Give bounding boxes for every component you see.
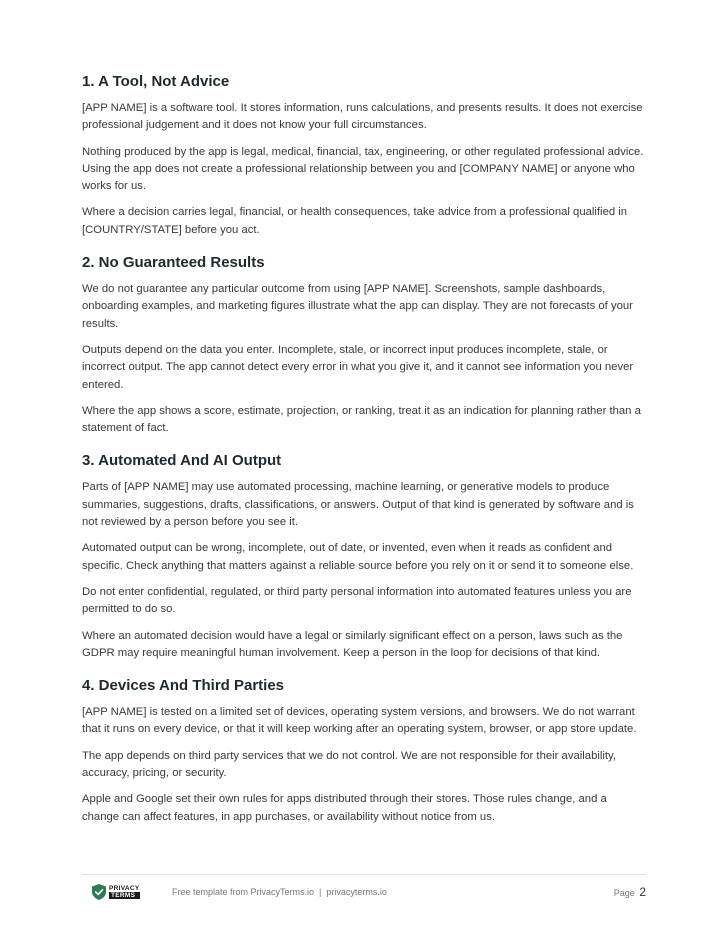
paragraph: [APP NAME] is tested on a limited set of devices, operating system versions, and browsers. We do not warrant that it runs on every device, or that it will keep working after an operating system, browser, or app store update. [82, 706, 637, 736]
footer-site-link[interactable]: privacyterms.io [326, 887, 387, 897]
section-tool-not-advice [82, 72, 646, 239]
logo-text-terms: TERMS [109, 892, 140, 899]
shield-check-icon [92, 884, 106, 900]
paragraph: Automated output can be wrong, incomplete, out of date, or invented, even when it reads as confident and specific. Check anything that matters against a reliable source before you rely on it or send it to someone else. [82, 542, 634, 572]
page-number-value: 2 [639, 885, 646, 899]
paragraph: [APP NAME] is a software tool. It stores information, runs calculations, and presents results. It does not exercise professional judgement and it does not know your full circumstances. [82, 102, 643, 132]
privacyterms-logo [92, 884, 162, 900]
paragraph: Where the app shows a score, estimate, projection, or ranking, treat it as an indication for planning rather than a statement of fact. [82, 404, 641, 435]
paragraph: We do not guarantee any particular outcome from using [APP NAME]. Screenshots, sample dashboards, onboarding examples, and marketing figures illustrate what the app can display. They are not forecasts of your results. [82, 283, 633, 330]
section-heading: 1. A Tool, Not Advice [82, 73, 230, 90]
section-automated-ai-output [82, 451, 646, 662]
footer-template-text: Free template from PrivacyTerms.io [172, 887, 315, 897]
section-heading: 4. Devices And Third Parties [82, 677, 285, 695]
section-devices-third-parties [82, 676, 646, 826]
paragraph: The app depends on third party services that we do not control. We are not responsible for their availability, accuracy, pricing, or security. [82, 749, 616, 780]
paragraph: Outputs depend on the data you enter. Incomplete, stale, or incorrect input produces incomplete, stale, or incorrect output. The app cannot detect every error in what you give it, and it cannot see information you never entered. [82, 343, 634, 391]
section-heading: 3. Automated And AI Output [82, 452, 282, 470]
section-no-guaranteed-results [82, 253, 646, 437]
paragraph: Do not enter confidential, regulated, or third party personal information into automated features unless you are permitted to do so. [82, 585, 632, 616]
paragraph: Apple and Google set their own rules for apps distributed through their stores. Those rules change, and a change can affect features, in app purchases, or availability without notice from us. [82, 793, 607, 823]
page-number [614, 885, 646, 899]
section-heading: 2. No Guaranteed Results [82, 254, 265, 272]
paragraph: Where an automated decision would have a legal or similarly significant effect on a person, laws such as the GDPR may require meaningful human involvement. Keep a person in the loop for decisions of that kind. [82, 629, 623, 659]
footer-separator: | [319, 887, 322, 897]
paragraph: Parts of [APP NAME] may use automated processing, machine learning, or generative models to produce summaries, suggestions, drafts, classifications, or answers. Output of that kind is generated by software and is not reviewed by a person before you see it. [82, 481, 634, 529]
paragraph: Nothing produced by the app is legal, medical, financial, tax, engineering, or other regulated professional advice. Using the app does not create a professional relationship between you and [COMPANY NAME] or anyone who works for us. [82, 145, 644, 193]
page-footer [82, 874, 646, 909]
page-label: Page [613, 888, 635, 898]
paragraph: Where a decision carries legal, financial, or health consequences, take advice from a professional qualified in [COUNTRY/STATE] before you act. [82, 206, 628, 236]
logo-text-privacy: PRIVACY [109, 885, 140, 892]
footer-credit [172, 887, 387, 897]
